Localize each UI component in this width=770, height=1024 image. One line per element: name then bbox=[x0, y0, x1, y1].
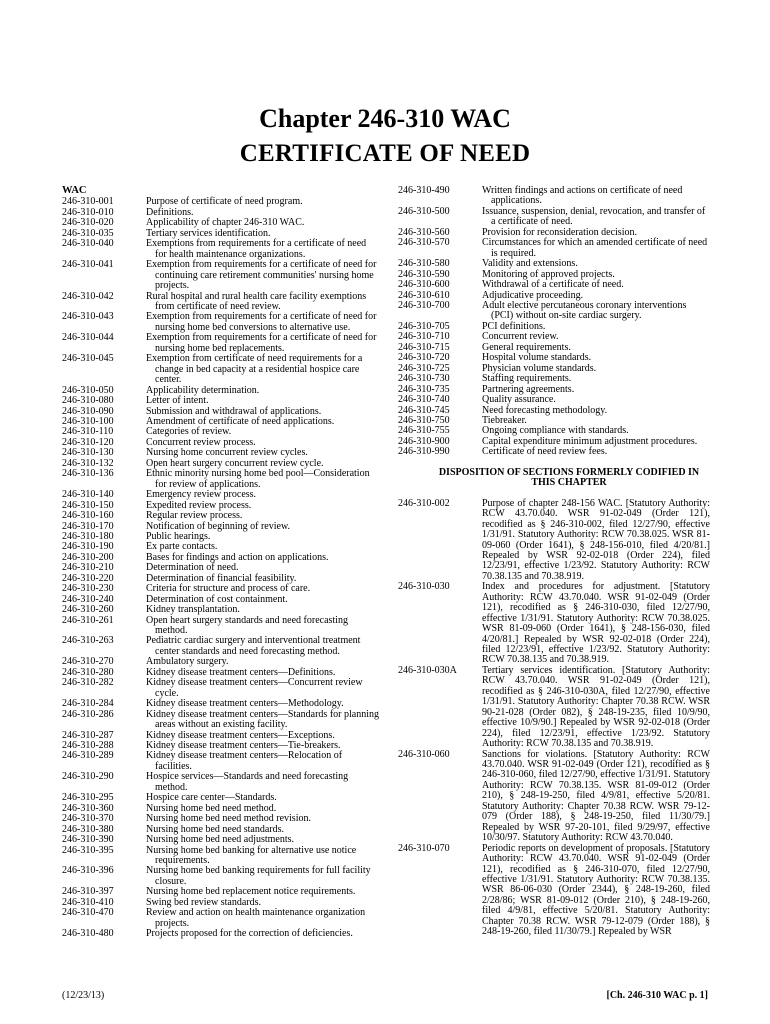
section-caption: Staffing requirements. bbox=[482, 373, 572, 385]
section-number: 246-310-160 bbox=[62, 510, 114, 522]
section-number: 246-310-396 bbox=[62, 865, 114, 877]
section-entry bbox=[62, 908, 380, 929]
section-caption: Nursing home concurrent review cycles. bbox=[146, 447, 308, 459]
section-entry bbox=[398, 186, 710, 207]
section-number: 246-310-070 bbox=[398, 842, 450, 854]
section-entry bbox=[62, 239, 380, 260]
section-number: 246-310-080 bbox=[62, 395, 114, 407]
section-caption: Capital expenditure minimum adjustment procedures. bbox=[482, 435, 698, 447]
section-entry bbox=[62, 710, 380, 731]
subject-title: CERTIFICATE OF NEED bbox=[239, 140, 531, 167]
section-caption: Nursing home bed need standards. bbox=[146, 823, 285, 835]
section-caption: Amendment of certificate of need applications. bbox=[146, 415, 335, 427]
section-number: 246-310-110 bbox=[62, 426, 114, 438]
section-number: 246-310-020 bbox=[62, 217, 114, 229]
section-caption: Exemption from certificate of need requirements for a change in bed capacity at a residential hospice care center. bbox=[146, 353, 363, 386]
section-caption: Purpose of chapter 248-156 WAC. [Statutory Authority: RCW 43.70.040. WSR 91-02-049 (Order 121), recodified as § 246-310-002, filed 12/27/90, effective 1/31/91. Statutory Authority: RCW 70.38.025. WSR 81-09-060 (Order 1641), § 248-156-010, filed 4/20/81.] Repealed by WSR 92-02-018 (Order 224), filed 12/23/91, effective 1/23/92. Statutory Authority: RCW 70.38.135 and 70.38.919. bbox=[482, 497, 710, 582]
section-number: 246-310-410 bbox=[62, 896, 114, 908]
section-caption: Monitoring of approved projects. bbox=[482, 268, 615, 280]
section-caption: Ongoing compliance with standards. bbox=[482, 425, 629, 437]
section-number: 246-310-715 bbox=[398, 341, 450, 353]
section-caption: Nursing home bed replacement notice requirements. bbox=[146, 886, 356, 898]
section-caption: Purpose of certificate of need program. bbox=[146, 196, 303, 208]
section-caption: Swing bed review standards. bbox=[146, 896, 261, 908]
section-caption: Kidney disease treatment centers—Concurrent review cycle. bbox=[146, 677, 363, 699]
section-caption: Emergency review process. bbox=[146, 489, 257, 501]
section-caption: Letter of intent. bbox=[146, 395, 209, 407]
section-caption: Circumstances for which an amended certificate of need is required. bbox=[482, 237, 708, 259]
section-number: 246-310-900 bbox=[398, 435, 450, 447]
section-number: 246-310-263 bbox=[62, 635, 114, 647]
section-caption: Exemptions from requirements for a certificate of need for health maintenance organizations. bbox=[146, 238, 367, 260]
section-entry bbox=[62, 929, 380, 939]
section-caption: Tiebreaker. bbox=[482, 414, 527, 426]
section-caption: Provision for reconsideration decision. bbox=[482, 226, 637, 238]
section-number: 246-310-200 bbox=[62, 551, 114, 563]
section-number: 246-310-705 bbox=[398, 320, 450, 332]
left-column bbox=[62, 186, 380, 940]
section-number: 246-310-735 bbox=[398, 383, 450, 395]
section-number: 246-310-295 bbox=[62, 792, 114, 804]
section-number: 246-310-100 bbox=[62, 415, 114, 427]
section-entry bbox=[62, 636, 380, 657]
disposition-list bbox=[398, 499, 710, 938]
section-number: 246-310-570 bbox=[398, 237, 450, 249]
section-entry bbox=[398, 499, 710, 583]
section-caption: Determination of cost containment. bbox=[146, 593, 288, 605]
section-number: 246-310-745 bbox=[398, 404, 450, 416]
section-number: 246-310-290 bbox=[62, 771, 114, 783]
section-caption: Determination of need. bbox=[146, 562, 239, 574]
section-entry bbox=[62, 846, 380, 867]
section-number: 246-310-286 bbox=[62, 708, 114, 720]
disposition-heading: DISPOSITION OF SECTIONS FORMERLY CODIFIED IN THIS CHAPTER bbox=[438, 466, 700, 489]
section-caption: Expedited review process. bbox=[146, 499, 252, 511]
section-caption: Kidney disease treatment centers—Tie-breakers. bbox=[146, 740, 341, 752]
section-caption: Nursing home bed need method. bbox=[146, 802, 277, 814]
section-entry bbox=[62, 866, 380, 887]
section-number: 246-310-136 bbox=[62, 468, 114, 480]
section-caption: Kidney disease treatment centers—Exceptions. bbox=[146, 729, 335, 741]
section-caption: Physician volume standards. bbox=[482, 362, 597, 374]
section-caption: Regular review process. bbox=[146, 510, 243, 522]
section-list-left bbox=[62, 197, 380, 939]
section-number: 246-310-060 bbox=[398, 748, 450, 760]
section-caption: Written findings and actions on certificate of need applications. bbox=[482, 185, 683, 207]
section-number: 246-310-284 bbox=[62, 698, 114, 710]
section-caption: Applicability determination. bbox=[146, 384, 260, 396]
section-caption: Sanctions for violations. [Statutory Authority: RCW 43.70.040. WSR 91-02-049 (Order 121), recodified as § 246-310-060, filed 12/27/90, effective 1/31/91. Statutory Authority: RCW 70.38.135. WSR 81-09-012 (Order 210), § 248-19-250, filed 4/9/81, effective 5/20/81. Statutory Authority: Chapter 70.38 RCW. WSR 79-12-079 (Order 188), § 248-19-250, filed 11/30/79.] Repealed by WSR 97-20-101, filed 9/29/97, effective 10/30/97. Statutory Authority: RCW 43.70.040. bbox=[482, 748, 710, 844]
section-caption: Exemption from requirements for a certificate of need for nursing home bed conversions to alternative use. bbox=[146, 311, 377, 333]
section-entry bbox=[398, 207, 710, 228]
section-caption: Determination of financial feasibility. bbox=[146, 572, 297, 584]
section-caption: Validity and extensions. bbox=[482, 258, 578, 270]
section-entry bbox=[398, 238, 710, 259]
section-number: 246-310-470 bbox=[62, 907, 114, 919]
section-caption: Nursing home bed banking requirements for full facility closure. bbox=[146, 865, 371, 887]
section-caption: Kidney disease treatment centers—Standards for planning areas without an existing facility. bbox=[146, 708, 379, 731]
section-caption: Kidney disease treatment centers—Methodology. bbox=[146, 698, 344, 710]
section-caption: General requirements. bbox=[482, 341, 571, 353]
section-entry bbox=[398, 280, 710, 290]
section-caption: Kidney disease treatment centers—Relocation of facilities. bbox=[146, 750, 343, 772]
section-caption: Ex parte contacts. bbox=[146, 541, 218, 553]
section-number: 246-310-730 bbox=[398, 373, 450, 385]
section-number: 246-310-002 bbox=[398, 497, 450, 509]
section-caption: Hospital volume standards. bbox=[482, 352, 592, 364]
section-number: 246-310-740 bbox=[398, 394, 450, 406]
section-caption: Concurrent review process. bbox=[146, 436, 256, 448]
section-caption: Need forecasting methodology. bbox=[482, 404, 608, 416]
section-entry bbox=[62, 292, 380, 313]
section-caption: Review and action on health maintenance organization projects. bbox=[146, 907, 366, 929]
section-entry bbox=[62, 333, 380, 354]
section-number: 246-310-045 bbox=[62, 353, 114, 365]
section-caption: Notification of beginning of review. bbox=[146, 520, 291, 532]
section-number: 246-310-750 bbox=[398, 414, 450, 426]
section-number: 246-310-288 bbox=[62, 740, 114, 752]
section-caption: Submission and withdrawal of applications. bbox=[146, 405, 322, 417]
section-entry bbox=[398, 301, 710, 322]
section-number: 246-310-210 bbox=[62, 562, 114, 574]
section-caption: Applicability of chapter 246-310 WAC. bbox=[146, 217, 305, 229]
section-caption: Concurrent review. bbox=[482, 331, 559, 343]
section-number: 246-310-180 bbox=[62, 530, 114, 542]
section-caption: Adult elective percutaneous coronary interventions (PCI) without on-site cardiac surgery. bbox=[482, 299, 687, 322]
section-number: 246-310-610 bbox=[398, 289, 450, 301]
section-caption: Exemption from requirements for a certificate of need for nursing home bed replacements. bbox=[146, 332, 377, 354]
section-entry bbox=[398, 395, 710, 405]
section-caption: PCI definitions. bbox=[482, 320, 546, 332]
section-number: 246-310-220 bbox=[62, 572, 114, 584]
section-caption: Issuance, suspension, denial, revocation, and transfer of a certificate of need. bbox=[482, 205, 706, 228]
section-number: 246-310-050 bbox=[62, 384, 114, 396]
section-entry bbox=[62, 396, 380, 406]
section-number: 246-310-140 bbox=[62, 489, 114, 501]
section-number: 246-310-170 bbox=[62, 520, 114, 532]
section-entry bbox=[398, 844, 710, 938]
section-number: 246-310-280 bbox=[62, 666, 114, 678]
section-entry bbox=[62, 312, 380, 333]
section-number: 246-310-270 bbox=[62, 656, 114, 668]
right-column bbox=[398, 186, 710, 938]
section-number: 246-310-560 bbox=[398, 226, 450, 238]
section-number: 246-310-044 bbox=[62, 332, 114, 344]
section-number: 246-310-590 bbox=[398, 268, 450, 280]
section-number: 246-310-261 bbox=[62, 614, 114, 626]
section-entry bbox=[398, 666, 710, 750]
section-caption: Kidney disease treatment centers—Definitions. bbox=[146, 666, 336, 678]
section-number: 246-310-120 bbox=[62, 436, 114, 448]
section-caption: Nursing home bed need method revision. bbox=[146, 813, 311, 825]
section-number: 246-310-395 bbox=[62, 844, 114, 856]
section-entry bbox=[62, 605, 380, 615]
section-number: 246-310-090 bbox=[62, 405, 114, 417]
section-entry bbox=[62, 511, 380, 521]
section-number: 246-310-010 bbox=[62, 206, 114, 218]
section-entry bbox=[62, 260, 380, 291]
section-number: 246-310-040 bbox=[62, 238, 114, 250]
section-caption: Tertiary services identification. bbox=[146, 227, 271, 239]
section-caption: Index and procedures for adjustment. [Statutory Authority: RCW 43.70.040. WSR 91-02-049 (Order 121), recodified as § 246-310-030, filed 12/27/90, effective 1/31/91. Statutory Authority: RCW 70.38.025. WSR 81-09-060 (Order 1641), § 248-156-030, filed 4/20/81.] Repealed by WSR 92-02-018 (Order 224), filed 12/23/91, effective 1/23/92. Statutory Authority: RCW 70.38.135 and 70.38.919. bbox=[482, 581, 710, 666]
section-entry bbox=[62, 469, 380, 490]
section-number: 246-310-700 bbox=[398, 299, 450, 311]
footer-date: (12/23/13) bbox=[62, 990, 105, 1001]
section-caption: Hospice care center—Standards. bbox=[146, 792, 277, 804]
section-caption: Tertiary services identification. [Statutory Authority: RCW 43.70.040. WSR 91-02-049 (Order 121), recodified as § 246-310-030A, filed 12/27/90, effective 1/31/91. Statutory Authority: Chapter 70.38 RCW. WSR 90-21-028 (Order 082), § 248-19-235, filed 10/9/90, effective 10/9/90.] Repealed by WSR 92-02-018 (Order 224), filed 12/23/91, effective 1/23/92. Statutory Authority: RCW 70.38.135 and 70.38.919. bbox=[482, 664, 710, 750]
section-number: 246-310-043 bbox=[62, 311, 114, 323]
section-entry bbox=[62, 772, 380, 793]
section-number: 246-310-755 bbox=[398, 425, 450, 437]
section-entry bbox=[62, 354, 380, 385]
section-number: 246-310-190 bbox=[62, 541, 114, 553]
section-caption: Hospice services—Standards and need forecasting method. bbox=[146, 771, 349, 793]
section-caption: Criteria for structure and process of care. bbox=[146, 583, 311, 595]
section-caption: Rural hospital and rural health care facility exemptions from certificate of need review. bbox=[146, 290, 367, 312]
section-caption: Kidney transplantation. bbox=[146, 604, 240, 616]
section-caption: Adjudicative proceeding. bbox=[482, 289, 584, 301]
toc-heading: WAC bbox=[62, 185, 87, 196]
section-caption: Nursing home bed banking for alternative use notice requirements. bbox=[146, 844, 357, 866]
section-number: 246-310-480 bbox=[62, 928, 114, 940]
section-entry bbox=[398, 750, 710, 844]
section-number: 246-310-287 bbox=[62, 729, 114, 741]
chapter-title: Chapter 246-310 WAC bbox=[259, 104, 511, 133]
section-caption: Bases for findings and action on applications. bbox=[146, 551, 329, 563]
section-caption: Open heart surgery concurrent review cycle. bbox=[146, 457, 324, 469]
section-caption: Periodic reports on development of proposals. [Statutory Authority: RCW 43.70.040. WSR 91-02-049 (Order 121), recodified as § 246-310-070, filed 12/27/90, effective 1/31/91. Statutory Authority: RCW 70.38.135. WSR 86-06-030 (Order 2344), § 248-19-260, filed 2/28/86; WSR 81-09-012 (Order 210), § 248-19-260, filed 4/9/81, effective 5/20/81. Statutory Authority: Chapter 70.38 RCW. WSR 79-12-079 (Order 188), § 248-19-260, filed 11/30/79.] Repealed by WSR bbox=[482, 842, 710, 938]
section-number: 246-310-990 bbox=[398, 446, 450, 458]
section-number: 246-310-001 bbox=[62, 196, 114, 208]
section-entry bbox=[62, 678, 380, 699]
section-number: 246-310-397 bbox=[62, 886, 114, 898]
section-number: 246-310-360 bbox=[62, 802, 114, 814]
section-number: 246-310-230 bbox=[62, 583, 114, 595]
section-number: 246-310-150 bbox=[62, 499, 114, 511]
section-caption: Public hearings. bbox=[146, 530, 211, 542]
section-number: 246-310-240 bbox=[62, 593, 114, 605]
section-number: 246-310-282 bbox=[62, 677, 114, 689]
section-number: 246-310-710 bbox=[398, 331, 450, 343]
section-entry bbox=[62, 616, 380, 637]
section-caption: Nursing home bed need adjustments. bbox=[146, 834, 295, 846]
section-number: 246-310-725 bbox=[398, 362, 450, 374]
section-number: 246-310-042 bbox=[62, 290, 114, 302]
section-number: 246-310-390 bbox=[62, 834, 114, 846]
section-caption: Quality assurance. bbox=[482, 394, 556, 406]
section-caption: Open heart surgery standards and need forecasting method. bbox=[146, 614, 348, 637]
section-caption: Ambulatory surgery. bbox=[146, 656, 229, 668]
section-number: 246-310-289 bbox=[62, 750, 114, 762]
section-number: 246-310-370 bbox=[62, 813, 114, 825]
section-number: 246-310-041 bbox=[62, 259, 114, 271]
section-caption: Exemption from requirements for a certificate of need for continuing care retirement communities' nursing home projects. bbox=[146, 259, 377, 292]
section-caption: Pediatric cardiac surgery and interventional treatment center standards and need forecasting method. bbox=[146, 635, 361, 657]
section-entry bbox=[398, 447, 710, 457]
section-entry bbox=[62, 751, 380, 772]
section-caption: Ethnic minority nursing home bed pool—Consideration for review of applications. bbox=[146, 468, 370, 490]
section-number: 246-310-490 bbox=[398, 185, 450, 196]
section-caption: Definitions. bbox=[146, 206, 194, 218]
section-number: 246-310-030A bbox=[398, 664, 457, 676]
section-number: 246-310-720 bbox=[398, 352, 450, 364]
section-number: 246-310-132 bbox=[62, 457, 114, 469]
section-number: 246-310-580 bbox=[398, 258, 450, 270]
section-caption: Projects proposed for the correction of deficiencies. bbox=[146, 928, 353, 940]
section-entry bbox=[398, 582, 710, 666]
section-number: 246-310-035 bbox=[62, 227, 114, 239]
section-caption: Categories of review. bbox=[146, 426, 232, 438]
section-number: 246-310-260 bbox=[62, 604, 114, 616]
section-entry bbox=[62, 835, 380, 845]
section-number: 246-310-380 bbox=[62, 823, 114, 835]
section-number: 246-310-130 bbox=[62, 447, 114, 459]
section-number: 246-310-600 bbox=[398, 279, 450, 291]
footer-page-ref: [Ch. 246-310 WAC p. 1] bbox=[606, 990, 708, 1001]
section-caption: Withdrawal of a certificate of need. bbox=[482, 279, 624, 291]
section-caption: Partnering agreements. bbox=[482, 383, 575, 395]
section-list-right bbox=[398, 186, 710, 458]
section-number: 246-310-500 bbox=[398, 205, 450, 217]
section-number: 246-310-030 bbox=[398, 581, 450, 593]
section-caption: Certificate of need review fees. bbox=[482, 446, 608, 458]
